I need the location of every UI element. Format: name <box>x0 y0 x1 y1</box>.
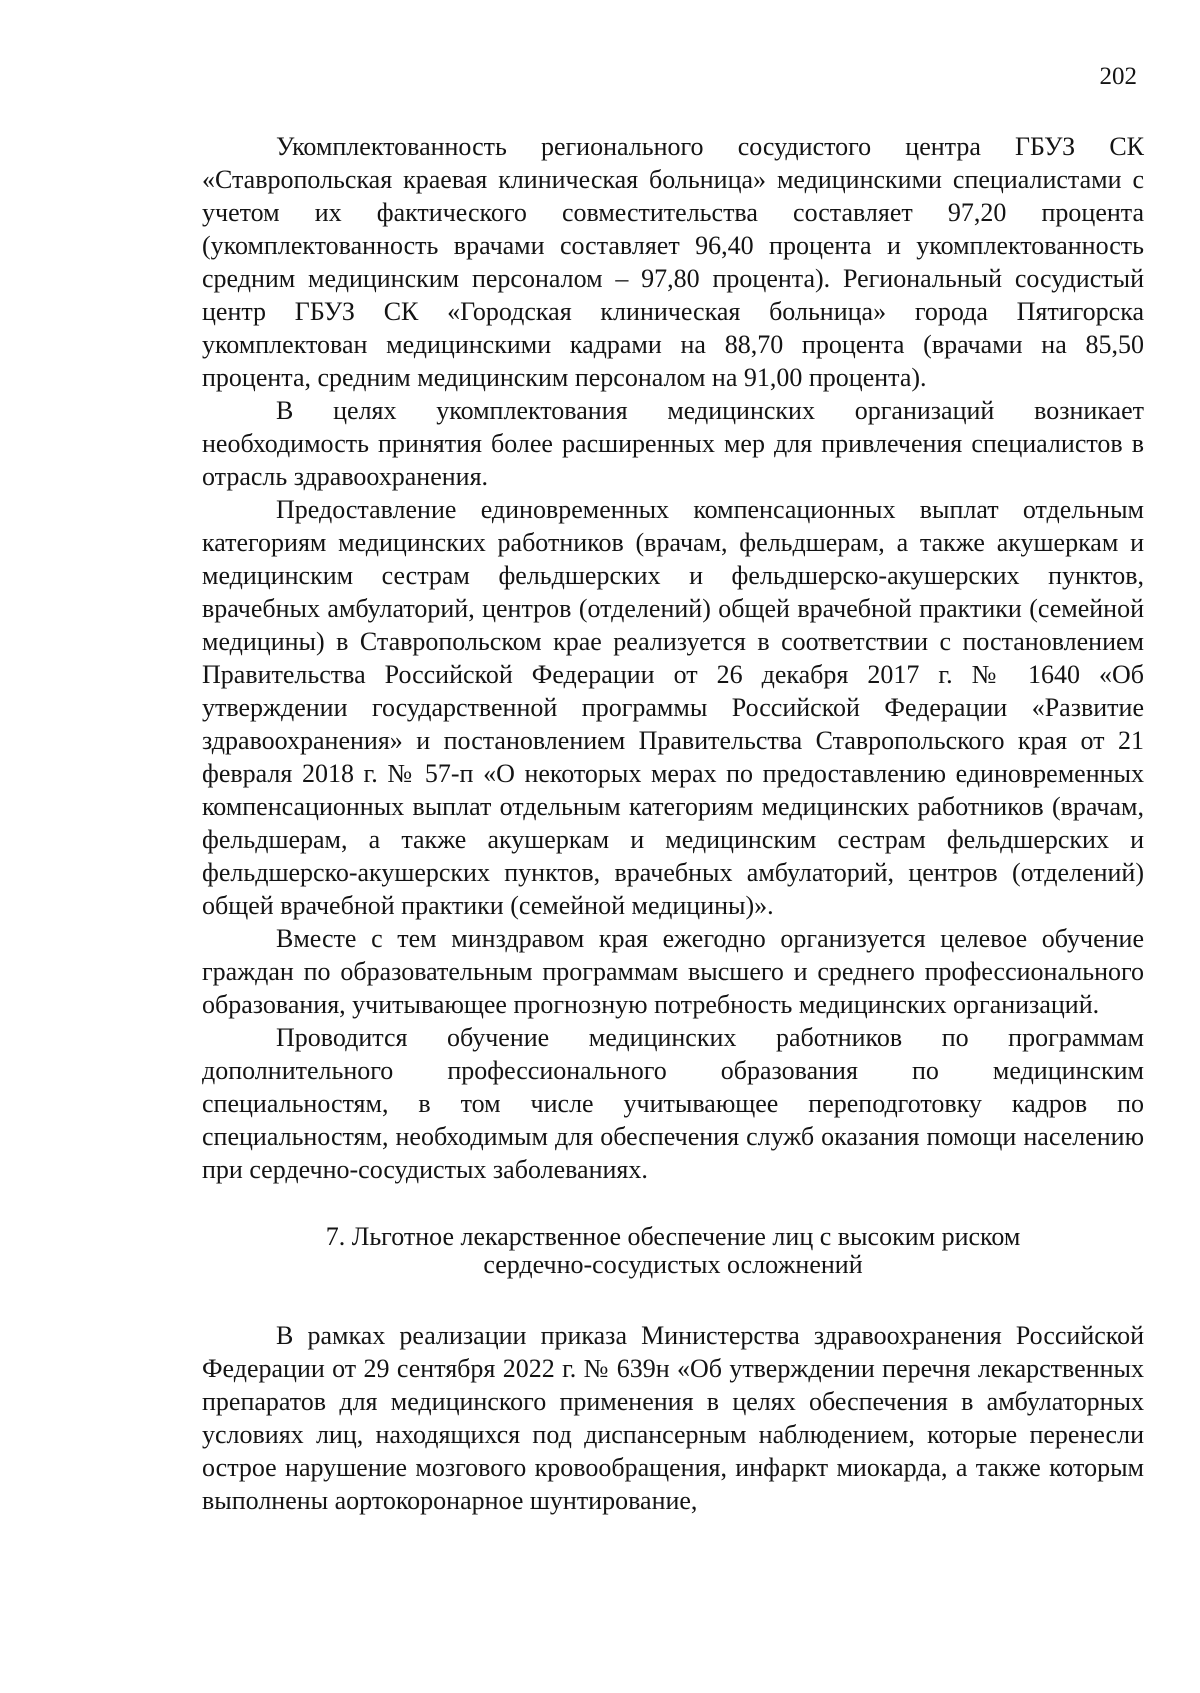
paragraph-order-639n: В рамках реализации приказа Министерства здравоохранения Российской Федерации от 29 сентября 2022 г. № 639н «Об утверждении перечня лекарственных препаратов для медицинского применения в целях обеспечения в амбулаторных условиях лиц, находящихся под диспансерным наблюдением, которые перенесли острое нарушение мозгового кровообращения, инфаркт миокарда, а также которым выполнены аортокоронарное шунтирование, <box>202 1321 1144 1515</box>
section-heading <box>202 1223 1144 1279</box>
document-body <box>202 130 1144 1517</box>
paragraph-staffing-levels: Укомплектованность регионального сосудистого центра ГБУЗ СК «Ставропольская краевая клиническая больница» медицинскими специалистами с учетом их фактического совместительства составляет 97,20 процента (укомплектованность врачами составляет 96,40 процента и укомплектованность средним медицинским персоналом – 97,80 процента). Региональный сосудистый центр ГБУЗ СК «Городская клиническая больница» города Пятигорска укомплектован медицинскими кадрами на 88,70 процента (врачами на 85,50 процента, средним медицинским персоналом на 91,00 процента). <box>202 132 1144 392</box>
paragraph-professional-education: Проводится обучение медицинских работников по программам дополнительного профессионального образования по медицинским специальностям, в том числе учитывающее переподготовку кадров по специальностям, необходимым для обеспечения служб оказания помощи населению при сердечно-сосудистых заболеваниях. <box>202 1023 1144 1184</box>
paragraph-compensation-payments: Предоставление единовременных компенсационных выплат отдельным категориям медицинских работников (врачам, фельдшерам, а также акушеркам и медицинским сестрам фельдшерских и фельдшерско-акушерских пунктов, врачебных амбулаторий, центров (отделений) общей врачебной практики (семейной медицины) в Ставропольском крае реализуется в соответствии с постановлением Правительства Российской Федерации от 26 декабря 2017 г. № 1640 «Об утверждении государственной программы Российской Федерации «Развитие здравоохранения» и постановлением Правительства Ставропольского края от 21 февраля 2018 г. № 57-п «О некоторых мерах по предоставлению единовременных компенсационных выплат отдельным категориям медицинских работников (врачам, фельдшерам, а также акушеркам и медицинским сестрам фельдшерских и фельдшерско-акушерских пунктов, врачебных амбулаторий, центров (отделений) общей врачебной практики (семейной медицины)». <box>202 495 1144 920</box>
section-heading-line-1: 7. Льготное лекарственное обеспечение лиц с высоким риском <box>325 1222 1021 1251</box>
section-heading-line-2: сердечно-сосудистых осложнений <box>483 1250 863 1279</box>
page-number: 202 <box>1099 63 1137 90</box>
paragraph-staffing-measures: В целях укомплектования медицинских организаций возникает необходимость принятия более расширенных мер для привлечения специалистов в отрасль здравоохранения. <box>202 396 1144 491</box>
paragraph-targeted-training: Вместе с тем минздравом края ежегодно организуется целевое обучение граждан по образовательным программам высшего и среднего профессионального образования, учитывающее прогнозную потребность медицинских организаций. <box>202 924 1144 1019</box>
